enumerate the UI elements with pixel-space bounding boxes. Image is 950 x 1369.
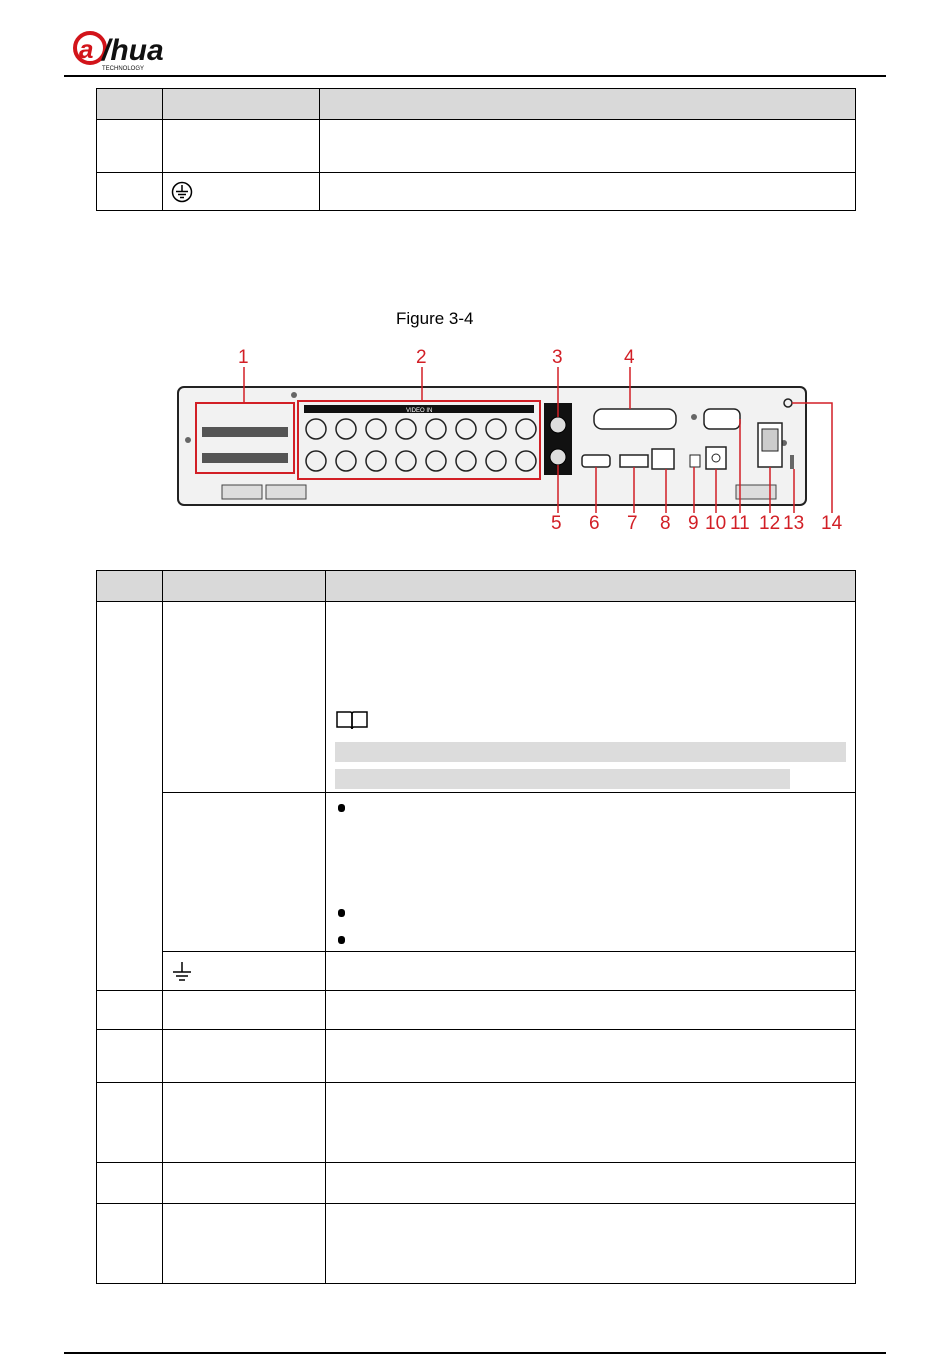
note-highlight-line [335,742,846,762]
table-row [97,793,856,952]
table-cell [326,1163,856,1204]
rear-panel-diagram [170,345,850,535]
callout-3: 3 [552,347,563,368]
callout-6: 6 [589,513,600,534]
callout-4: 4 [624,347,635,368]
callout-2: 2 [416,347,427,368]
header-cell [326,571,856,602]
header-cell [163,89,320,120]
table-cell [97,1083,163,1163]
note-highlight-line [335,769,790,789]
bullet-icon [338,936,345,944]
latch [790,455,794,469]
table-cell [97,120,163,173]
table-cell [97,173,163,211]
screw [185,437,191,443]
table-cell [326,952,856,991]
table-cell [163,1083,326,1163]
svg-text:/hua: /hua [102,34,164,67]
table-cell [320,120,856,173]
table-cell [326,1204,856,1284]
table-top [96,88,856,211]
audio-in-connector [550,417,566,433]
table-cell [326,602,856,793]
callout-1: 1 [238,347,249,368]
table-cell [326,793,856,952]
lan-port [652,449,674,469]
table-row [97,1204,856,1284]
table-cell [97,602,163,991]
callout-11: 11 [730,513,750,534]
header-cell [320,89,856,120]
foot-left [222,485,262,499]
table-cell [163,1163,326,1204]
video-in-label: VIDEO IN [406,408,433,414]
table-cell [320,173,856,211]
header-cell [97,89,163,120]
ar-port [690,455,700,467]
table-ports [96,570,856,1284]
table-row [97,991,856,1030]
dc-port [706,447,726,469]
table-row [97,952,856,991]
bullet-icon [338,804,345,812]
table-cell [163,952,326,991]
table-row [97,1030,856,1083]
svg-text:TECHNOLOGY: TECHNOLOGY [102,66,145,72]
callout-5: 5 [551,513,562,534]
table-cell [326,1030,856,1083]
callout-7: 7 [627,513,638,534]
header-rule [64,75,886,77]
callout-8: 8 [660,513,671,534]
table-cell [163,1204,326,1284]
table-header-row [97,89,856,120]
table-cell [326,1083,856,1163]
table-cell [97,991,163,1030]
table-cell [97,1204,163,1284]
table-cell [97,1163,163,1204]
usb-port [620,455,648,467]
callout-9: 9 [688,513,699,534]
svg-text:a: a [79,34,94,64]
table-cell [97,1030,163,1083]
table-cell [163,173,320,211]
ground-icon [171,960,193,982]
callout-12: 12 [759,513,781,534]
header-cell [163,571,326,602]
footer-rule [64,1352,886,1354]
note-book-icon [335,710,369,730]
table-cell [163,793,326,952]
table-row [97,173,856,211]
hdmi-port [582,455,610,467]
callout-10: 10 [705,513,727,534]
audio-db-port [594,409,676,429]
header-cell [97,571,163,602]
table-row [97,120,856,173]
table-cell [326,991,856,1030]
callout-13: 13 [783,513,805,534]
bullet-icon [338,909,345,917]
screw [291,392,297,398]
vga-port [704,409,740,429]
table-cell [163,602,326,793]
dahua-logo [72,30,192,72]
table-row [97,602,856,793]
table-cell [163,120,320,173]
table-cell [163,1030,326,1083]
table-row [97,1163,856,1204]
table-cell [163,991,326,1030]
table-row [97,1083,856,1163]
table-header-row [97,571,856,602]
callout-14: 14 [821,513,843,534]
ground-circle-icon [171,181,193,203]
foot-mid [266,485,306,499]
audio-out-connector [550,449,566,465]
screw [691,414,697,420]
figure-caption: Figure 3-4 [396,309,474,328]
